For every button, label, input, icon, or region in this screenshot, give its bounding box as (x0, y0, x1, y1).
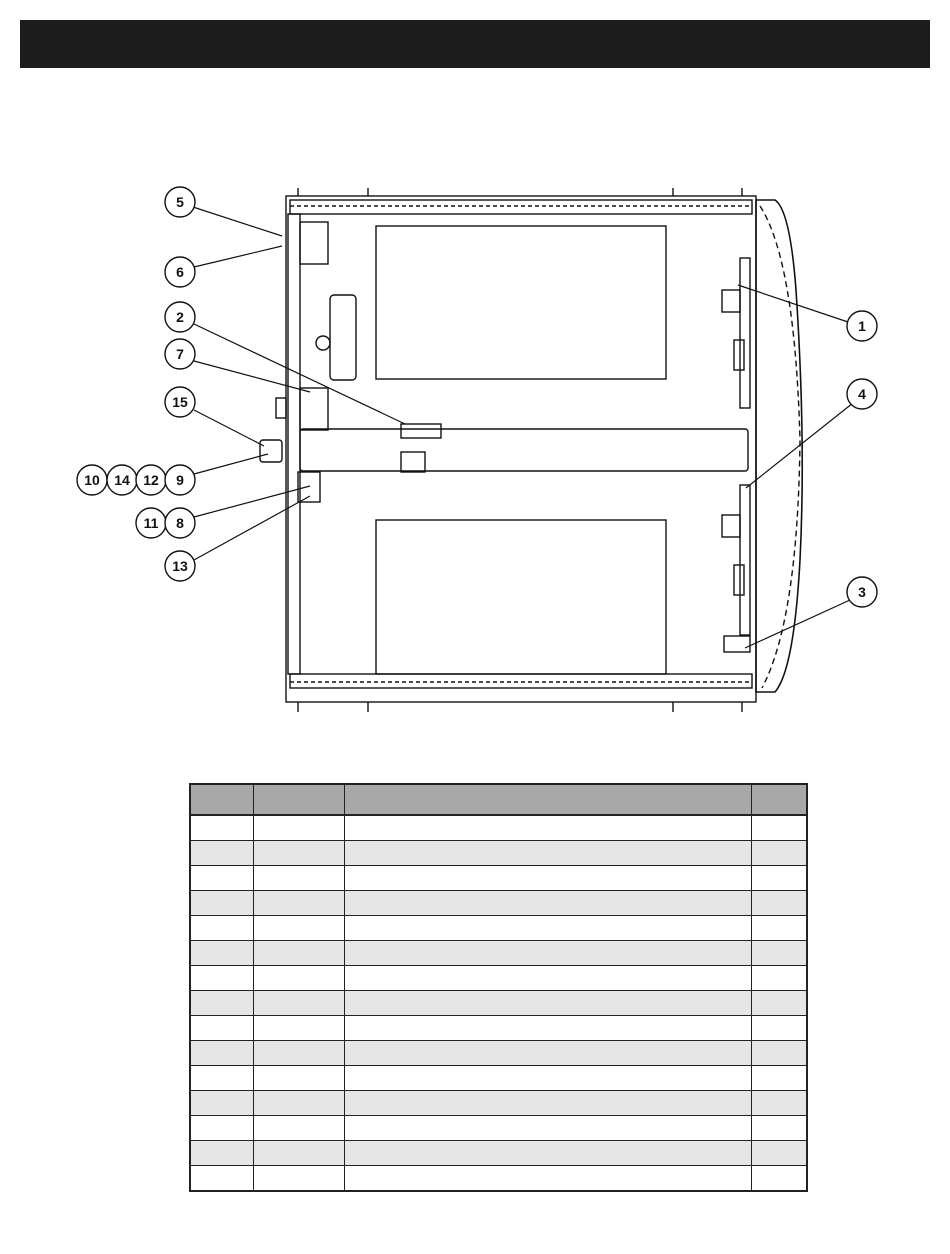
table-row (190, 991, 807, 1016)
table-cell (752, 815, 808, 841)
table-cell (190, 1116, 254, 1141)
table-cell (254, 916, 345, 941)
table-cell (190, 1041, 254, 1066)
cabinet-outline (286, 196, 756, 702)
table-cell (190, 1141, 254, 1166)
table-cell (190, 1091, 254, 1116)
table-cell (190, 1066, 254, 1091)
table-cell (752, 1141, 808, 1166)
table-cell (752, 891, 808, 916)
table-cell (752, 1016, 808, 1041)
callout-1-label: 1 (858, 318, 866, 334)
table-cell (254, 941, 345, 966)
callout-9-label: 9 (176, 472, 184, 488)
table-cell (752, 991, 808, 1016)
table-row (190, 916, 807, 941)
col-item (190, 784, 254, 815)
table-cell (345, 941, 752, 966)
table-cell (190, 1016, 254, 1041)
table-cell (254, 891, 345, 916)
table-cell (345, 1116, 752, 1141)
table-row (190, 1066, 807, 1091)
table-cell (254, 991, 345, 1016)
callout-15-label: 15 (172, 394, 188, 410)
table-row (190, 866, 807, 891)
table-cell (190, 941, 254, 966)
table-cell (752, 1041, 808, 1066)
callout-12-label: 12 (143, 472, 159, 488)
table-cell (254, 1066, 345, 1091)
table-cell (254, 1091, 345, 1116)
parts-table-header (190, 784, 807, 815)
col-description (345, 784, 752, 815)
table-cell (190, 891, 254, 916)
table-cell (254, 841, 345, 866)
table-row (190, 815, 807, 841)
table-row (190, 966, 807, 991)
table-cell (254, 1041, 345, 1066)
table-cell (345, 1016, 752, 1041)
table-cell (254, 1141, 345, 1166)
parts-table (189, 783, 808, 1192)
callout-14-label: 14 (114, 472, 130, 488)
table-cell (190, 916, 254, 941)
table-cell (190, 815, 254, 841)
table-cell (345, 841, 752, 866)
callout-4-label: 4 (858, 386, 866, 402)
table-cell (190, 1166, 254, 1192)
table-cell (345, 815, 752, 841)
table-cell (345, 1041, 752, 1066)
table-cell (190, 966, 254, 991)
table-row (190, 891, 807, 916)
table-cell (345, 866, 752, 891)
table-row (190, 1091, 807, 1116)
table-row (190, 1166, 807, 1192)
table-row (190, 1041, 807, 1066)
table-row (190, 1141, 807, 1166)
table-cell (345, 1166, 752, 1192)
table-cell (345, 1091, 752, 1116)
callout-5-label: 5 (176, 194, 184, 210)
callout-11-label: 11 (143, 515, 159, 531)
table-row (190, 1016, 807, 1041)
table-cell (254, 1116, 345, 1141)
table-row (190, 941, 807, 966)
table-cell (752, 1116, 808, 1141)
table-cell (752, 1091, 808, 1116)
parts-table-body (190, 815, 807, 1191)
table-cell (345, 991, 752, 1016)
table-cell (345, 891, 752, 916)
table-cell (752, 841, 808, 866)
table-cell (752, 941, 808, 966)
table-cell (190, 991, 254, 1016)
table-cell (752, 1066, 808, 1091)
callout-10-label: 10 (84, 472, 100, 488)
col-part-number (254, 784, 345, 815)
table-cell (254, 815, 345, 841)
callout-7-label: 7 (176, 346, 184, 362)
table-cell (254, 866, 345, 891)
table-cell (345, 916, 752, 941)
table-cell (190, 866, 254, 891)
lower-shelf (376, 520, 666, 674)
table-cell (254, 1166, 345, 1192)
callout-3-label: 3 (858, 584, 866, 600)
table-cell (752, 866, 808, 891)
table-cell (345, 1141, 752, 1166)
table-cell (254, 1016, 345, 1041)
callout-13-label: 13 (172, 558, 188, 574)
table-cell (752, 966, 808, 991)
table-row (190, 1116, 807, 1141)
callout-8-label: 8 (176, 515, 184, 531)
callout-6-label: 6 (176, 264, 184, 280)
callout-2-label: 2 (176, 309, 184, 325)
table-cell (752, 916, 808, 941)
table-cell (254, 966, 345, 991)
table-cell (345, 966, 752, 991)
table-cell (345, 1066, 752, 1091)
table-cell (190, 841, 254, 866)
table-cell (752, 1166, 808, 1192)
table-row (190, 841, 807, 866)
col-qty (752, 784, 808, 815)
upper-shelf (376, 226, 666, 379)
